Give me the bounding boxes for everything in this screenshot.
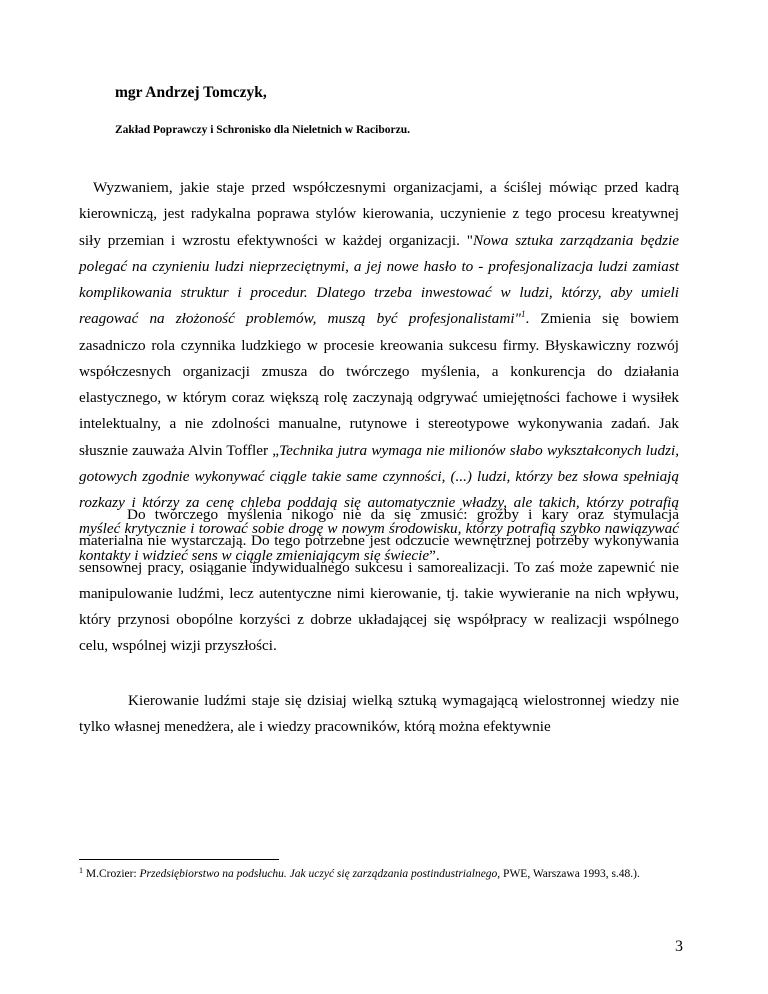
footnote-title: Przedsiębiorstwo na podsłuchu. Jak uczyć się zarządzania postindustrialnego bbox=[139, 868, 498, 880]
paragraph-3: Kierowanie ludźmi staje się dzisiaj wielką sztuką wymagającą wielostronnej wiedzy nie tylko własnej menedżera, ale i wiedzy pracowników, którą można efektywnie bbox=[79, 692, 679, 736]
page-number: 3 bbox=[675, 938, 683, 955]
author-affiliation: Zakład Poprawczy i Schronisko dla Nieletnich w Raciborzu. bbox=[115, 124, 410, 136]
author-name: mgr Andrzej Tomczyk, bbox=[115, 84, 267, 101]
crozier-quote: Nowa sztuka zarządzania będzie polegać na czynieniu ludzi nieprzeciętnymi, a jej nowe hasło to - profesjonalizacja ludzi zamiast komplikowania struktur i procedur. Dlatego trzeba inwestować w ludzi, którzy, aby umieli reagować na złożoność problemów, muszą być profesjonalistami" bbox=[79, 231, 679, 328]
paragraph-1-text-a: Wyzwaniem, jakie staje przed współczesnymi organizacjami, a ściślej mówiąc przed kadrą kierowniczą, jest radykalna poprawa stylów kierowania, uczynienie z tego procesu kreatywnej siły przemian i wzrostu efektywności w każdej organizacji. " bbox=[79, 179, 679, 249]
paragraph-2: Do twórczego myślenia nikogo nie da się zmusić: groźby i kary oraz stymulacja materialna nie wystarczają. Do tego potrzebne jest odczucie wewnętrznej potrzeby wykonywania sensownej pracy, osiąganie indywidualnego sukcesu i samorealizacji. To zaś może zapewnić nie manipulowanie ludźmi, lecz autentyczne nimi kierowanie, tj. takie wywieranie na nich wpływu, który przynosi obopólne korzyści z dobrze układającej się współpracy w realizacji wspólnego celu, wspólnej wizji przyszłości. bbox=[79, 506, 679, 655]
paragraph-1-text-b: . Zmienia się bowiem zasadniczo rola czynnika ludzkiego w procesie kreowania sukcesu firmy. Błyskawiczny rozwój współczesnych organizacji zmusza do twórczego myślenia, a konkurencja do działania elastycznego, w którym coraz większą rolę zaczynają odgrywać umiejętności fachowe i wysiłek intelektualny, a nie zdolności manualne, rutynowe i stereotypowe wykonywania zadań. Jak słusznie zauważa Alvin Toffler „ bbox=[79, 310, 679, 459]
footnote-number: 1 bbox=[79, 866, 83, 875]
paragraph-1-text-c: ”. bbox=[429, 546, 440, 564]
footnote-separator bbox=[79, 859, 279, 860]
footnote-details: , PWE, Warszawa 1993, s.48.). bbox=[497, 868, 640, 880]
footnote-author: M.Crozier: bbox=[83, 868, 140, 880]
footnote bbox=[79, 866, 679, 882]
toffler-quote: Technika jutra wymaga nie milionów słabo wykształconych ludzi, gotowych zgodnie wykonywać ciągle takie same czynności, (...) ludzi, którzy bez słowa spełniają rozkazy i którzy za cenę chleba poddają się automatycznie władzy, ale takich, którzy potrafią myśleć krytycznie i torować sobie drogę w nowym środowisku, którzy potrafią szybko nawiązywać kontakty i widzieć sens w ciągle zmieniającym się świecie bbox=[79, 441, 679, 564]
footnote-reference[interactable]: 1 bbox=[520, 309, 526, 320]
